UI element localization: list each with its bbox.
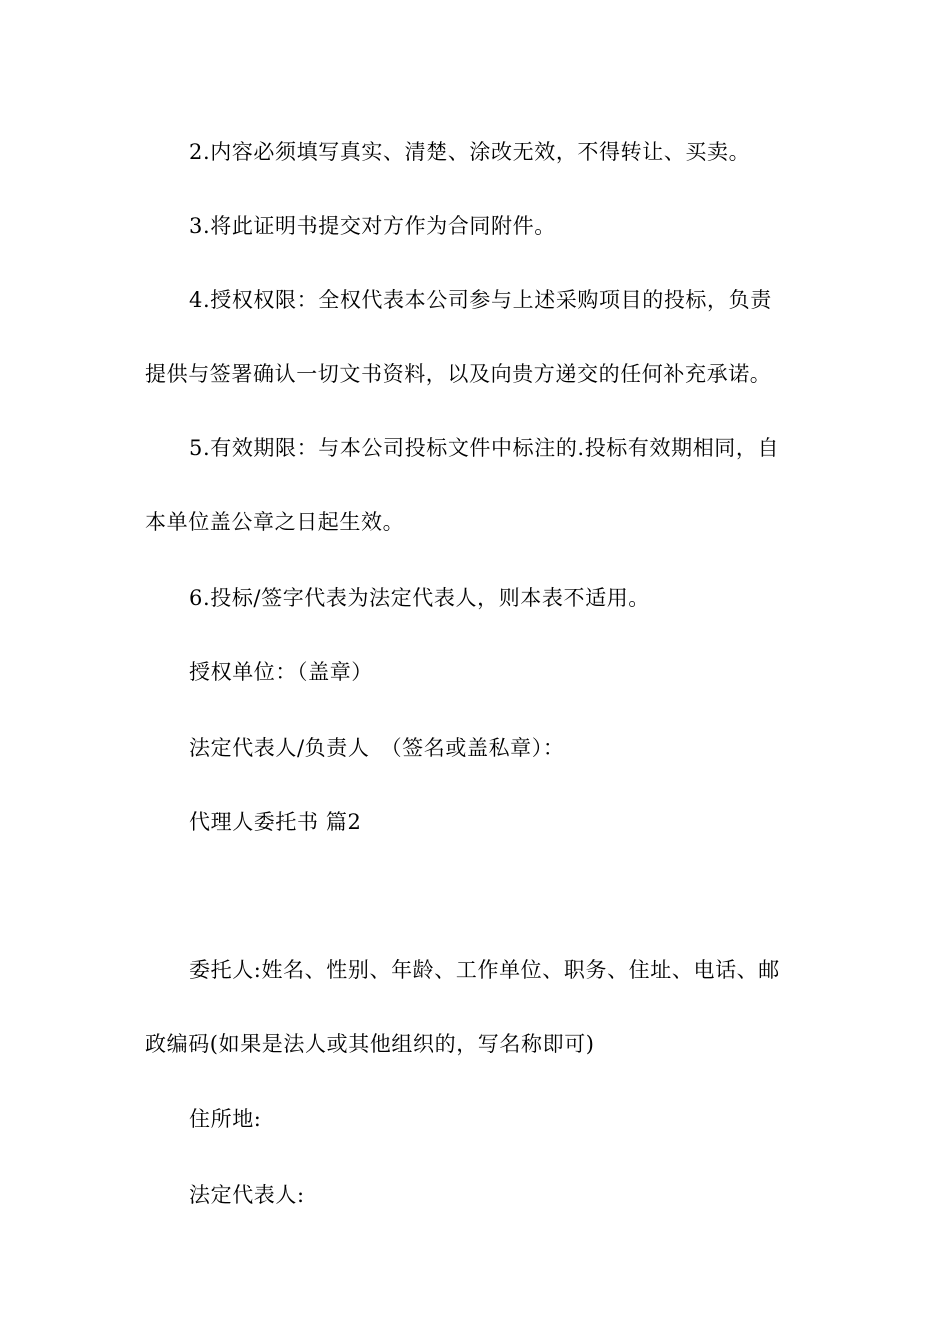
section-title: 代理人委托书 篇2	[189, 810, 362, 834]
paragraph-item-3: 3.将此证明书提交对方作为合同附件。	[189, 214, 556, 238]
paragraph-item-5-line-2: 本单位盖公章之日起生效。	[145, 510, 405, 534]
paragraph-item-4-line-1: 4.授权权限：全权代表本公司参与上述采购项目的投标，负责	[189, 288, 772, 312]
legal-representative-label: 法定代表人:	[189, 1183, 305, 1207]
principal-info-line-1: 委托人:姓名、性别、年龄、工作单位、职务、住址、电话、邮	[189, 958, 780, 982]
residence-label: 住所地:	[189, 1107, 262, 1131]
paragraph-item-6: 6.投标/签字代表为法定代表人，则本表不适用。	[189, 586, 650, 610]
paragraph-item-5-line-1: 5.有效期限：与本公司投标文件中标注的.投标有效期相同，自	[189, 436, 780, 460]
legal-representative-signature-label: 法定代表人/负责人 （签名或盖私章）：	[189, 736, 565, 760]
paragraph-item-2: 2.内容必须填写真实、清楚、涂改无效，不得转让、买卖。	[189, 140, 751, 164]
principal-info-line-2: 政编码(如果是法人或其他组织的，写名称即可)	[145, 1032, 595, 1056]
paragraph-item-4-line-2: 提供与签署确认一切文书资料，以及向贵方递交的任何补充承诺。	[145, 362, 772, 386]
authorizing-unit-label: 授权单位：（盖章）	[189, 660, 373, 684]
